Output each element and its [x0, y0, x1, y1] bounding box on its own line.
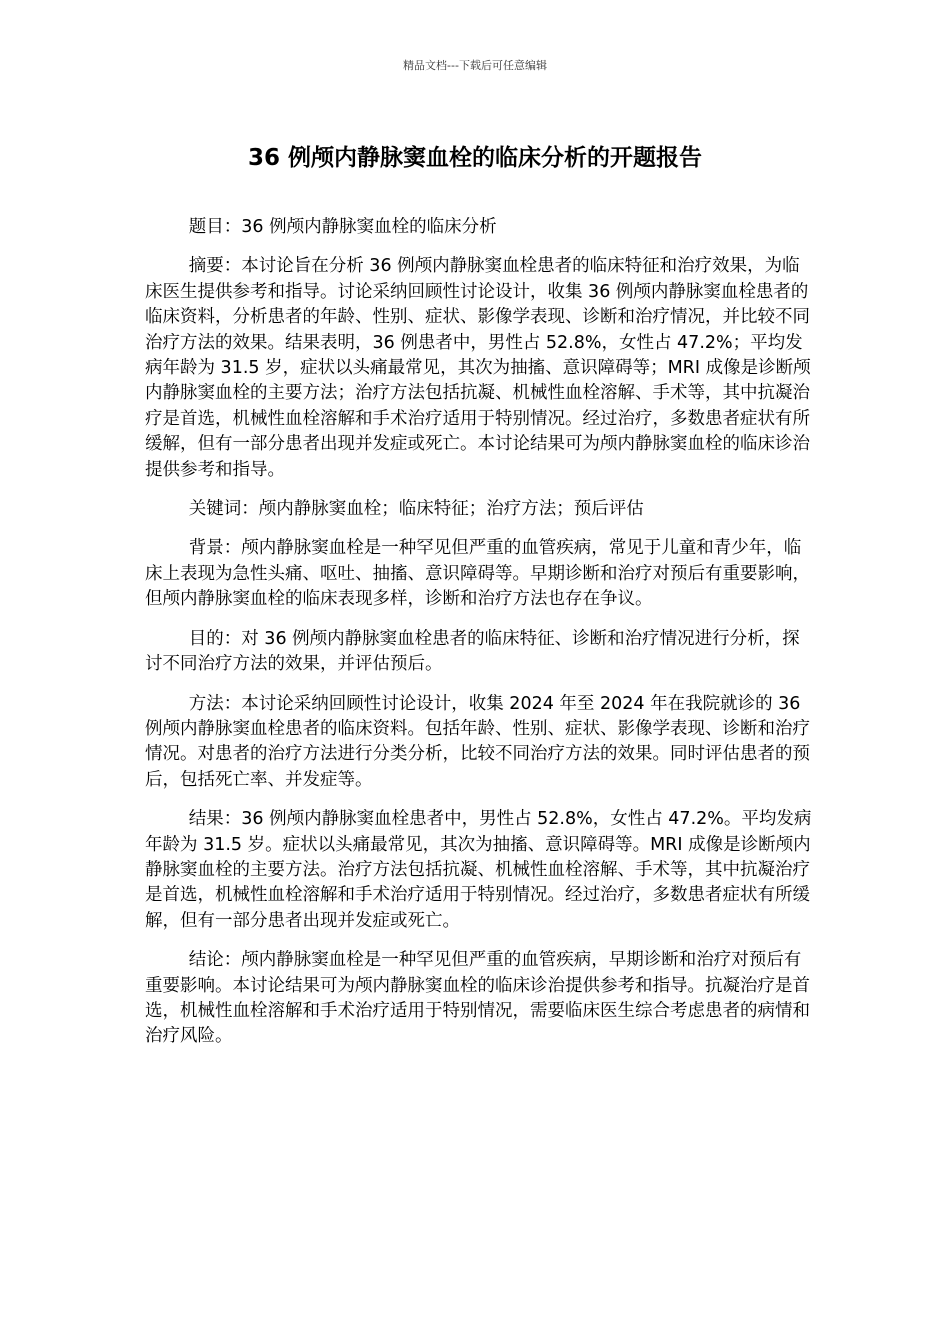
- paragraph-objective: 目的：对 36 例颅内静脉窦血栓患者的临床特征、诊断和治疗情况进行分析，探讨不同治疗方法的效果，并评估预后。: [145, 628, 800, 675]
- paragraph-abstract: 摘要：本讨论旨在分析 36 例颅内静脉窦血栓患者的临床特征和治疗效果，为临床医生提供参考和指导。讨论采纳回顾性讨论设计，收集 36 例颅内静脉窦血栓患者的临床资料，分析患者的年龄、性别、症状、影像学表现、诊断和治疗情况，并比较不同治疗方法的效果。结果表明，36 例患者中，男性占 52.8%，女性占 47.2%；平均发病年龄为 31.5 岁，症状以头痛最常见，其次为抽搐、意识障碍等；MRI 成像是诊断颅内静脉窦血栓的主要方法；治疗方法包括抗凝、机械性血栓溶解、手术等，其中抗凝治疗是首选，机械性血栓溶解和手术治疗适用于特别情况。经过治疗，多数患者症状有所缓解，但有一部分患者出现并发症或死亡。本讨论结果可为颅内静脉窦血栓的临床诊治提供参考和指导。: [145, 256, 811, 480]
- paragraph-keywords: 关键词：颅内静脉窦血栓；临床特征；治疗方法；预后评估: [188, 499, 644, 520]
- paragraph-topic: 题目：36 例颅内静脉窦血栓的临床分析: [188, 217, 497, 237]
- paragraph-conclusion: 结论：颅内静脉窦血栓是一种罕见但严重的血管疾病，早期诊断和治疗对预后有重要影响。本讨论结果可为颅内静脉窦血栓的临床诊治提供参考和指导。抗凝治疗是首选，机械性血栓溶解和手术治疗适用于特别情况，需要临床医生综合考虑患者的病情和治疗风险。: [145, 950, 810, 1047]
- paragraph-results: 结果：36 例颅内静脉窦血栓患者中，男性占 52.8%，女性占 47.2%。平均发病年龄为 31.5 岁。症状以头痛最常见，其次为抽搐、意识障碍等。MRI 成像是诊断颅内静脉窦血栓的主要方法。治疗方法包括抗凝、机械性血栓溶解、手术等，其中抗凝治疗是首选，机械性血栓溶解和手术治疗适用于特别情况。经过治疗，多数患者症状有所缓解，但有一部分患者出现并发症或死亡。: [145, 809, 812, 931]
- document-body: [145, 215, 813, 1064]
- paragraph-background: 背景：颅内静脉窦血栓是一种罕见但严重的血管疾病，常见于儿童和青少年，临床上表现为急性头痛、呕吐、抽搐、意识障碍等。早期诊断和治疗对预后有重要影响，但颅内静脉窦血栓的临床表现多样，诊断和治疗方法也存在争议。: [145, 538, 810, 610]
- paragraph-methods: 方法：本讨论采纳回顾性讨论设计，收集 2024 年至 2024 年在我院就诊的 36 例颅内静脉窦血栓患者的临床资料。包括年龄、性别、症状、影像学表现、诊断和治疗情况。对患者的治疗方法进行分类分析，比较不同治疗方法的效果。同时评估患者的预后，包括死亡率、并发症等。: [145, 693, 810, 790]
- document-title: 36 例颅内静脉窦血栓的临床分析的开题报告: [247, 145, 702, 171]
- page-header-note: 精品文档---下载后可任意编辑: [403, 59, 547, 72]
